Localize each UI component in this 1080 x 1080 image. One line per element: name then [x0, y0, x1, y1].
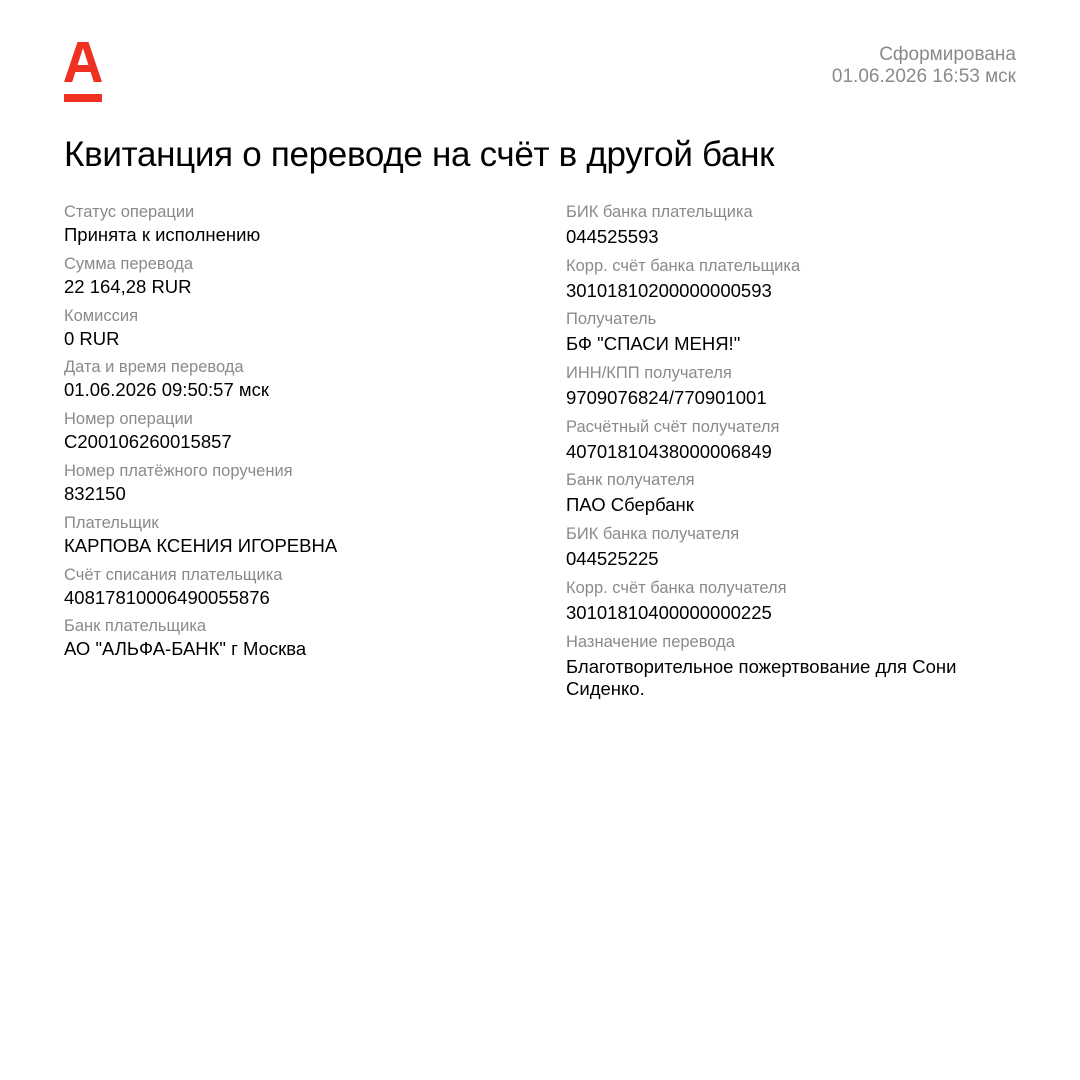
field-payer-bank	[64, 617, 504, 669]
field-label: Расчётный счёт получателя	[566, 417, 780, 436]
field-value: 40701810438000006849	[566, 440, 772, 462]
alfa-bank-logo-icon	[64, 42, 102, 102]
generated-datetime: 01.06.2026 16:53 мск	[831, 66, 1016, 87]
field-operation-status	[64, 203, 504, 255]
field-label: Сумма перевода	[64, 254, 194, 273]
field-value: 9709076824/770901001	[566, 387, 767, 409]
field-value: ПАО Сбербанк	[566, 494, 694, 516]
field-value: C200106260015857	[64, 431, 232, 453]
field-recipient-inn-kpp	[566, 364, 1006, 418]
field-payer-account	[64, 566, 504, 618]
page-title: Квитанция о переводе на счёт в другой банк	[64, 135, 775, 174]
field-payer-bank-corr-account	[566, 257, 1006, 311]
generated-info	[832, 44, 1016, 88]
field-value: АО "АЛЬФА-БАНК" г Москва	[64, 638, 307, 660]
field-label: Корр. счёт банка плательщика	[566, 256, 801, 275]
field-recipient-bank-corr-account	[566, 579, 1006, 633]
field-value: Принята к исполнению	[64, 224, 261, 245]
field-value: 01.06.2026 09:50:57 мск	[64, 379, 269, 401]
field-value: 044525593	[566, 226, 659, 247]
generated-label: Сформирована	[879, 44, 1016, 65]
field-recipient-bank-bik	[566, 525, 1006, 579]
alfa-bank-logo	[64, 42, 102, 102]
field-label: БИК банка плательщика	[566, 203, 753, 221]
field-recipient	[566, 310, 1006, 364]
field-label: Плательщик	[64, 513, 159, 532]
field-value: 044525225	[566, 548, 659, 570]
field-label: Корр. счёт банка получателя	[566, 578, 787, 597]
field-label: ИНН/КПП получателя	[566, 364, 732, 383]
field-value: 0 RUR	[64, 327, 120, 349]
field-label: Статус операции	[64, 203, 195, 221]
field-label: Номер операции	[64, 410, 193, 429]
field-commission	[64, 307, 504, 359]
field-label: Дата и время перевода	[64, 358, 244, 377]
field-label: Назначение перевода	[566, 632, 735, 651]
field-label: Комиссия	[64, 306, 139, 325]
field-label: Счёт списания плательщика	[64, 565, 283, 584]
field-recipient-bank	[566, 471, 1006, 525]
field-payer-bank-bik	[566, 203, 1006, 257]
left-column	[64, 203, 504, 669]
field-transfer-datetime	[64, 358, 504, 410]
field-label: Номер платёжного поручения	[64, 461, 293, 480]
field-label: Получатель	[566, 310, 657, 329]
field-label: Банк получателя	[566, 471, 695, 490]
field-value: КАРПОВА КСЕНИЯ ИГОРЕВНА	[64, 534, 338, 556]
field-payer	[64, 514, 504, 566]
field-value: 30101810400000000225	[566, 601, 772, 623]
field-recipient-account	[566, 418, 1006, 472]
field-operation-number	[64, 410, 504, 462]
field-label: Банк плательщика	[64, 617, 207, 636]
field-payment-order-number	[64, 462, 504, 514]
field-value: 22 164,28 RUR	[64, 275, 192, 297]
field-value: БФ "СПАСИ МЕНЯ!"	[566, 333, 741, 355]
field-value: 40817810006490055876	[64, 586, 270, 608]
field-transfer-purpose	[566, 632, 1006, 699]
field-label: БИК банка получателя	[566, 525, 740, 544]
right-column	[566, 203, 1006, 699]
field-value: Благотворительное пожертвование для Сони Сиденко.	[566, 655, 957, 699]
field-value: 30101810200000000593	[566, 279, 772, 301]
field-transfer-amount	[64, 255, 504, 307]
field-value: 832150	[64, 482, 126, 504]
